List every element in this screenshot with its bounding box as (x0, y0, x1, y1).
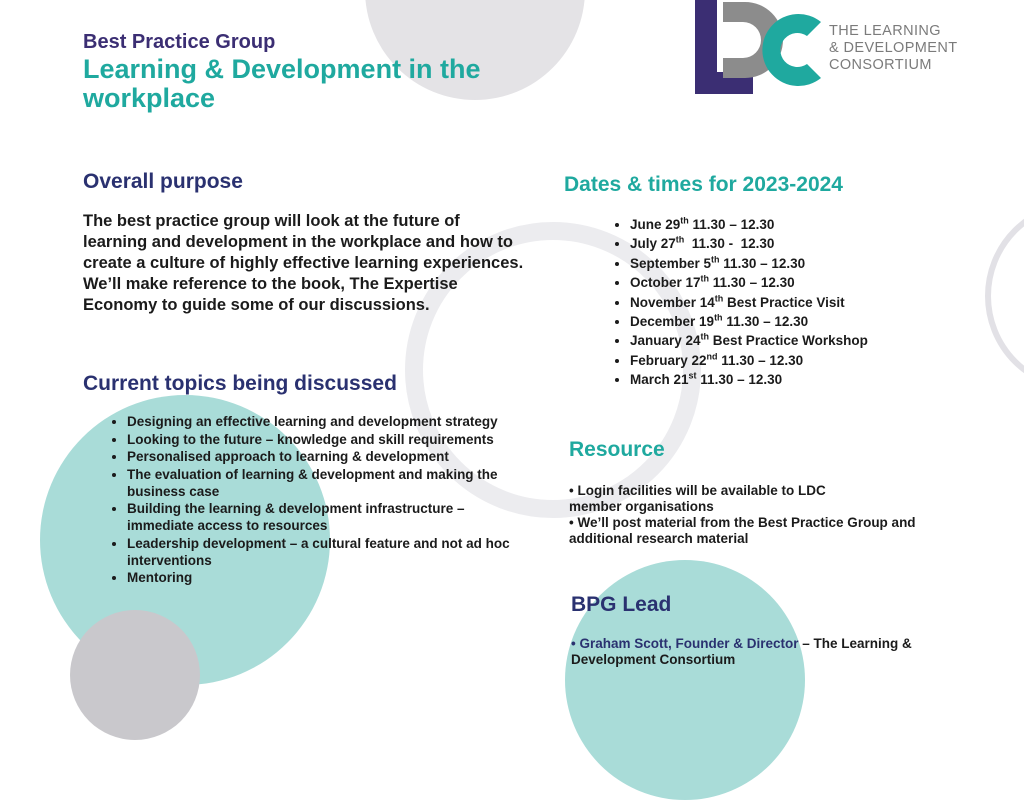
resource-heading: Resource (569, 438, 665, 461)
group-label: Best Practice Group (83, 31, 276, 53)
dates-list (608, 215, 990, 390)
date-item: • November 14th Best Practice Visit (630, 293, 990, 312)
list-item: • Personalised approach to learning & development (127, 448, 527, 465)
date-item: • March 21st 11.30 – 12.30 (630, 370, 990, 389)
logo-line: THE LEARNING (829, 23, 941, 39)
date-item: • July 27th 11.30 - 12.30 (630, 234, 990, 253)
ldc-logo (693, 0, 833, 96)
date-item: • June 29th 11.30 – 12.30 (630, 215, 990, 234)
lead-heading: BPG Lead (571, 593, 672, 616)
logo-wordmark (829, 23, 957, 74)
dates-heading: Dates & times for 2023-2024 (564, 173, 843, 196)
purpose-heading: Overall purpose (83, 170, 243, 193)
date-item: • September 5th 11.30 – 12.30 (630, 254, 990, 273)
list-item: • Building the learning & development infrastructure – immediate access to resources (127, 500, 527, 534)
logo-line: CONSORTIUM (829, 57, 932, 73)
topics-list (105, 413, 527, 587)
decorative-circle-grey-small (70, 610, 200, 740)
lead-name: • Graham Scott, Founder & Director (571, 636, 799, 651)
date-item: • October 17th 11.30 – 12.30 (630, 273, 990, 292)
list-item: • The evaluation of learning & development and making the business case (127, 466, 527, 500)
lead-entry (571, 636, 971, 668)
purpose-text: The best practice group will look at the future of learning and development in the workplace and how to create a culture of highly effective learning experiences. We’ll make reference to the book, The Expertise Economy to guide some of our discussions. (83, 212, 524, 314)
list-item: • Leadership development – a cultural feature and not ad hoc interventions (127, 535, 527, 569)
resource-item: • We’ll post material from the Best Practice Group and additional research material (569, 515, 916, 546)
list-item: • Mentoring (127, 569, 527, 586)
resource-item: • Login facilities will be available to LDC member organisations (569, 483, 826, 514)
lead-organisation: – The Learning & Development Consortium (571, 636, 912, 667)
logo-line: & DEVELOPMENT (829, 40, 958, 56)
list-item: • Looking to the future – knowledge and skill requirements (127, 431, 527, 448)
topics-heading: Current topics being discussed (83, 372, 397, 395)
date-item: • January 24th Best Practice Workshop (630, 331, 990, 350)
page-title: Learning & Development in the workplace (83, 54, 481, 113)
date-item: • February 22nd 11.30 – 12.30 (630, 351, 990, 370)
list-item: • Designing an effective learning and development strategy (127, 413, 527, 430)
decorative-ring-right (985, 200, 1024, 392)
date-item: • December 19th 11.30 – 12.30 (630, 312, 990, 331)
